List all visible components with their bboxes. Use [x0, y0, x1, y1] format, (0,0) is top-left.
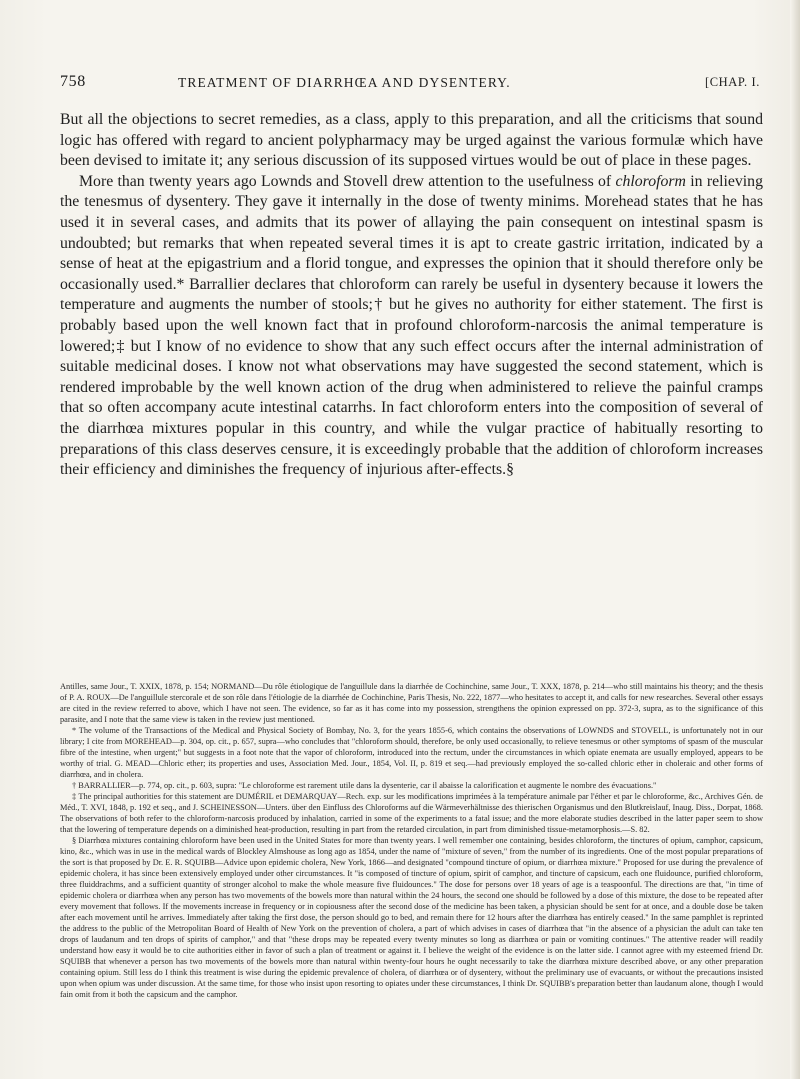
footnote-double-dagger: ‡ The principal authorities for this statement are DUMÉRIL et DEMARQUAY—Rech. exp. sur les modifications imprimées à la température animale par l'éther et par le chloroforme, &c., Archives Gén. de Méd., T. XVI, 1848, p. 192 et seq., and J. SCHEINESSON—Unters. über den Einfluss des Chloroforms auf die Wärmeverhältnisse des thierischen Organismus und den Blutkreislauf, Inaug. Diss., Dorpat, 1868. The observations of both refer to the chloroform-narcosis produced by inhalation, carried in some of the experiments to a fatal issue; and the more elaborate studies described in the latter paper seem to show that the lowering of temperature depends on a diminished heat-production, resulting in part from the retarded circulation, in part from diminished tissue-metamorphosis.—S. 82. [60, 792, 763, 834]
page-number: 758 [60, 73, 86, 90]
page-edge [790, 0, 800, 1079]
chloroform-term: chloroform [615, 172, 686, 190]
footnote-dagger: † BARRALLIER—p. 774, op. cit., p. 603, supra: "Le chloroforme est rarement utile dans la dysenterie, car il abaisse la calorification et augmente le nombre des évacuations." [72, 781, 657, 790]
footnote-asterisk: * The volume of the Transactions of the Medical and Physical Society of Bombay, No. 3, for the years 1855-6, which contains the observations of LOWNDS and STOVELL, is unfortunately not in our library; I cite from MOREHEAD—p. 304, op. cit., p. 657, supra—who concludes that "chloroform should, therefore, be only used occasionally, to relieve tenesmus or other symptoms of spasm of the muscular fibre of the intestine, when urgent;" but suggests in a foot note that the vapor of chloroform, introduced into the rectum, under the circumstances in which opiate enemata are usually employed, appears to be worthy of trial. G. MEAD—Chloric ether; its properties and uses, Association Med. Jour., 1854, Vol. II, p. 819 et seq.—had previously employed the so-called chloric ether in choleraic and other forms of diarrhœa, and in cholera. [60, 726, 763, 779]
running-header [60, 73, 760, 91]
paragraph-2 [60, 172, 763, 481]
footnotes [60, 681, 763, 1000]
main-text [60, 110, 763, 481]
paragraph-1: But all the objections to secret remedies, as a class, apply to this preparation, and all the criticisms that sound logic has offered with regard to ancient polypharmacy may be urged against the various formulæ which have been devised to imitate it; any serious discussion of its supposed virtues would be out of place in these pages. [60, 111, 763, 170]
chapter-label: [CHAP. I. [704, 75, 760, 89]
footnote-section: § Diarrhœa mixtures containing chloroform have been used in the United States for more than twenty years. I well remember one containing, besides chloroform, the tinctures of opium, camphor, capsicum, kino, &c., which was in use in the medical wards of Blockley Almshouse as long ago as 1854, under the name of "mixture of seven," from the number of its ingredients. One of the most popular preparations of the sort is that proposed by Dr. E. R. SQUIBB—Advice upon epidemic cholera, New York, 1866—and designated "compound tincture of opium, or diarrhœa mixture." Proposed for use during the prevalence of epidemic cholera, it has since been extensively employed under other circumstances. It "is composed of tincture of opium, spirit of camphor, and tincture of capsicum, each one fluidounce, purified chloroform, three fluiddrachms, and a sufficient quantity of stronger alcohol to make the whole measure five fluidounces." The dose for persons over 18 years of age is a teaspoonful. The directions are that, "in time of epidemic cholera or diarrhœa when any person has two movements of the bowels more than natural within the 24 hours, the second one should be followed by a dose of this mixture, the dose to be repeated after every movement that follows. If the movements increase in frequency or in copiousness after the second dose of the medicine has been taken, a physician should be sent for at once, and a double dose be taken after each movement until he arrives. Immediately after taking the first dose, the person should go to bed, and remain there for 12 hours after the diarrhœa has entirely ceased." In the same pamphlet is reprinted the address to the public of the Metropolitan Board of Health of New York on the prevention of cholera, a part of which advises in cases of diarrhœa that "in the absence of a physician the adult can take ten drops of laudanum and ten drops of spirits of camphor," and that "these drops may be repeated every twenty minutes so long as diarrhœa or pain or vomiting continues." The attentive reader will readily understand how easy it would be to cite authorities either in favor of such a plan of treatment or against it. I believe the weight of the evidence is on the latter side. I cannot agree with my esteemed friend Dr. SQUIBB that whenever a person has two movements of the bowels more than natural within twenty-four hours he ought necessarily to take the diarrhœa mixture described above, or any other preparation containing opium. Still less do I think this treatment is wise during the epidemic prevalence of cholera, of diarrhœa or of dysentery, without the preliminary use of evacuants, or without the precautions insisted upon when opium was under discussion. At the same time, for those who insist upon resorting to opiates under these circumstances, I think Dr. SQUIBB's preparation better than laudanum alone, though I would fain omit from it both the capsicum and the camphor. [60, 836, 763, 999]
paragraph-2-rest: in relieving the tenesmus of dysentery. They gave it internally in the dose of twenty minims. Morehead states that he has used it in several cases, and admits that its power of allaying the pain consequent on intestinal spasm is undoubted; but remarks that when repeated several times it is apt to create gastric irritation, indicated by a sense of heat at the epigastrium and a florid tongue, and expresses the opinion that it should therefore only be occasionally used.* Barrallier declares that chloroform can rarely be useful in dysentery because it lowers the temperature and augments the number of stools;† but he gives no authority for either statement. The first is probably based upon the well known fact that in profound chloroform-narcosis the animal temperature is lowered;‡ but I know of no evidence to show that any such effect occurs after the internal administration of suitable medicinal doses. I know not what observations may have suggested the second statement, which is rendered improbable by the well known action of the drug when administered to relieve the painful cramps that so often accompany acute intestinal catarrhs. In fact chloroform enters into the composition of several of the diarrhœa mixtures popular in this country, and while the vulgar practice of habitually resorting to preparations of this class deserves censure, it is exceedingly probable that the addition of chloroform increases their efficiency and diminishes the frequency of injurious after-effects.§ [60, 172, 763, 479]
running-title: TREATMENT OF DIARRHŒA AND DYSENTERY. [178, 75, 511, 90]
paragraph-2-start: More than twenty years ago Lownds and Stovell drew attention to the usefulness of [79, 172, 616, 190]
footnote-continued: Antilles, same Jour., T. XXIX, 1878, p. 154; NORMAND—Du rôle étiologique de l'anguillule dans la diarrhée de Cochinchine, same Jour., T. XXX, 1878, p. 214—who still maintains his theory; and the thesis of P. A. ROUX—De l'anguillule stercorale et de son rôle dans l'étiologie de la diarrhée de Cochinchine, Paris Thesis, No. 222, 1877—who hesitates to accept it, and calls for new researches. Several other essays are cited in the review referred to above, which I have not seen. The evidence, so far as it has come into my possession, strengthens the opinion expressed on pp. 372-3, supra, as to the significance of this parasite, and I note that the same view is taken in the review just mentioned. [60, 682, 763, 724]
